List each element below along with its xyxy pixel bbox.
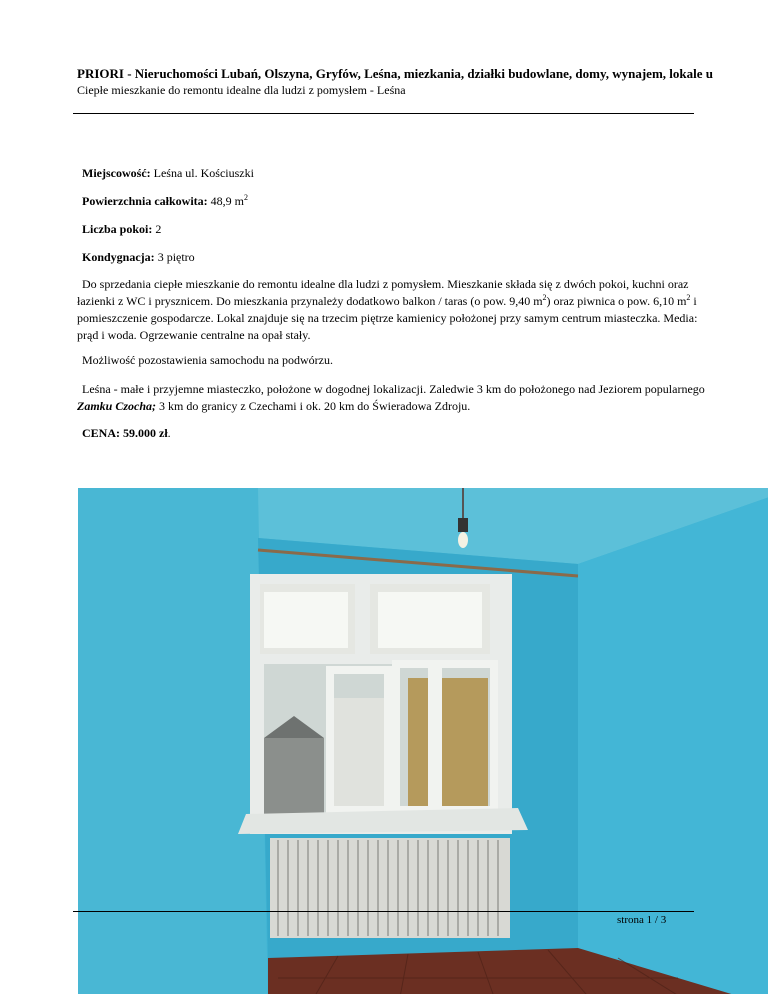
field-location-value: Leśna ul. Kościuszki	[153, 166, 254, 180]
header-divider	[73, 113, 694, 114]
field-rooms-value: 2	[155, 222, 162, 236]
description-paragraph-2: Możliwość pozostawienia samochodu na podwórzu.	[82, 353, 333, 367]
page-title: PRIORI - Nieruchomości Lubań, Olszyna, Gryfów, Leśna, miezkania, działki budowlane, domy, wynajem, lokale u	[77, 66, 713, 81]
field-area-label: Powierzchnia całkowita:	[82, 194, 208, 208]
field-floor-label: Kondygnacja:	[82, 250, 155, 264]
castle-name: Zamku Czocha;	[77, 399, 157, 413]
field-area	[82, 194, 248, 209]
price: CENA: 59.000 zł.	[82, 426, 171, 440]
page-subtitle: Ciepłe mieszkanie do remontu idealne dla ludzi z pomysłem - Leśna	[77, 83, 406, 97]
description-paragraph-1: Do sprzedania ciepłe mieszkanie do remontu idealne dla ludzi z pomysłem. Mieszkanie składa się z dwóch pokoi, kuchni oraz łazienki z WC i prysznicem. Do mieszkania przynależy dodatkowo balkon / taras (o pow. 9,40 $m^2$) oraz piwnica o pow. 6,10 $m^2$ i pomieszczenie gospodarcze. Lokal znajduje się na trzecim piętrze kamienicy położonej przy samym centrum miasteczka. Media: prąd i woda. Ogrzewanie centralne na opał stały.	[77, 277, 698, 342]
field-area-value: 48,9 m	[210, 194, 244, 208]
field-rooms-label: Liczba pokoi:	[82, 222, 153, 236]
price-label: CENA: 59.000 zł	[82, 426, 168, 440]
field-location-label: Miejscowość:	[82, 166, 151, 180]
page-number: strona 1 / 3	[617, 914, 667, 926]
field-location	[82, 166, 254, 181]
footer-divider	[73, 911, 694, 912]
field-area-unit-sup: 2	[244, 193, 248, 202]
field-floor	[82, 250, 195, 265]
description-paragraph-3: Leśna - małe i przyjemne miasteczko, położone w dogodnej lokalizacji. Zaledwie 3 km do położonego nad Jeziorem popularnego Zamku Czocha; 3 km do granicy z Czechami i ok. 20 km do Świeradowa Zdroju.	[77, 382, 705, 413]
field-floor-value: 3 piętro	[157, 250, 195, 264]
field-rooms	[82, 222, 161, 237]
